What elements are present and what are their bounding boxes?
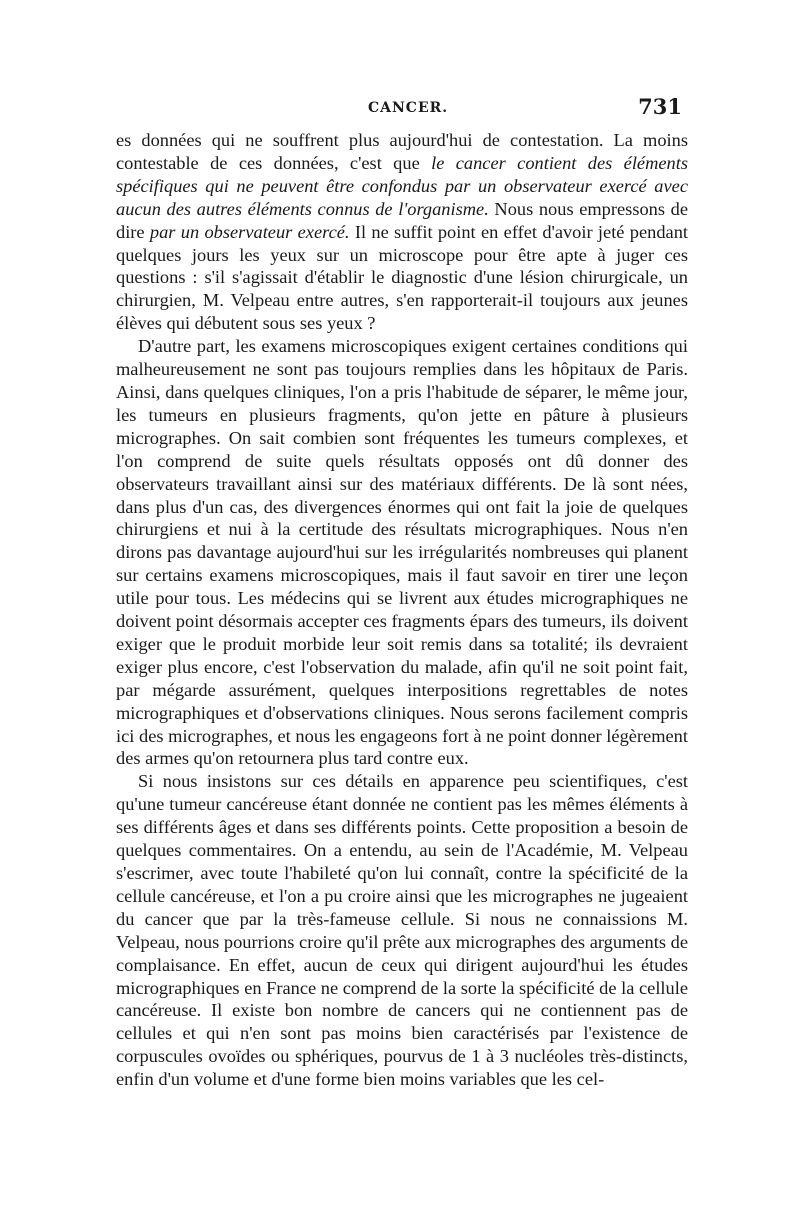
text-run: D'autre part, les examens microscopiques exigent certaines conditions qui malheureusement ne sont pas toujours remplies dans les hôpitaux de Paris. Ainsi, dans quelques cliniques, l'on a pris l'habitude de séparer, le même jour, les tumeurs en plusieurs fragments, qu'on jette en pâture à plusieurs micrographes. On sait combien sont fréquentes les tumeurs complexes, et l'on comprend de suite quels résultats opposés ont dû donner des observateurs travaillant ainsi sur des matériaux différents. De là sont nées, dans plus d'un cas, des divergences énormes qui ont fait la joie de quelques chirurgiens et nui à la certitude des résultats micrographiques. Nous n'en dirons pas davantage aujourd'hui sur les irrégularités nombreuses qui planent sur certains examens microscopiques, mais il faut savoir en tirer une leçon utile pour tous. Les médecins qui se livrent aux études micrographiques ne doivent point désormais accepter ces fragments épars des tumeurs, ils doivent exiger que le produit morbide leur soit remis dans sa totalité; ils devraient exiger plus encore, c'est l'observation du malade, afin qu'il ne soit point fait, par mégarde assurément, quelques interpositions regrettables de notes micrographiques et d'observations cliniques. Nous serons facilement compris ici des micrographes, et nous les engageons fort à ne point donner légèrement des armes qu'on retournera plus tard contre eux. [116, 336, 688, 769]
text-run: Si nous insistons sur ces détails en apparence peu scientifiques, c'est qu'une tumeur cancéreuse étant donnée ne contient pas les mêmes éléments à ses différents âges et dans ses différents points. Cette proposition a besoin de quelques commentaires. On a entendu, au sein de l'Académie, M. Velpeau s'escrimer, avec toute l'habileté qu'on lui connaît, contre la spécificité de la cellule cancéreuse, et l'on a pu croire ainsi que les micrographes ne jugeaient du cancer que par la très-fameuse cellule. Si nous ne connaissions M. Velpeau, nous pourrions croire qu'il prête aux micrographes des arguments de complaisance. En effet, aucun de ceux qui dirigent aujourd'hui les études micrographiques en France ne comprend de la sorte la spécificité de la cellule cancéreuse. Il existe bon nombre de cancers qui ne contiennent pas de cellules et qui n'en sont pas moins bien caractérisés par l'existence de corpuscules ovoïdes ou sphériques, pourvus de 1 à 3 nucléoles très-distincts, enfin d'un volume et d'une forme bien moins variables que les cel- [116, 771, 688, 1090]
page-number: 731 [638, 94, 682, 119]
running-title: CANCER. [368, 100, 449, 116]
italic-text-run: le cancer contient des éléments spécifiques qui ne peuvent être confondus par un observateur exercé avec aucun des autres éléments connus de l'organisme. [116, 152, 688, 219]
paragraph-2 [116, 335, 688, 770]
text-run: Il ne suffit point en effet d'avoir jeté pendant quelques jours les yeux sur un microscope pour être apte à juger ces questions : s'il s'agissait d'établir le diagnostic d'une lésion chirurgicale, un chirurgien, M. Velpeau entre autres, s'en rapporterait-il toujours aux jeunes élèves qui débutent sous ses yeux ? [116, 221, 688, 334]
page-header [116, 94, 688, 124]
body-text [116, 129, 688, 1091]
paragraph-3 [116, 770, 688, 1091]
paragraph-1 [116, 129, 688, 335]
italic-text-run: par un observateur exercé. [149, 221, 350, 242]
text-run: es données qui ne souffrent plus aujourd'hui de contestation. La moins contestable de ces données, c'est que [116, 130, 688, 173]
text-run: Nous nous empressons de dire [116, 198, 688, 242]
